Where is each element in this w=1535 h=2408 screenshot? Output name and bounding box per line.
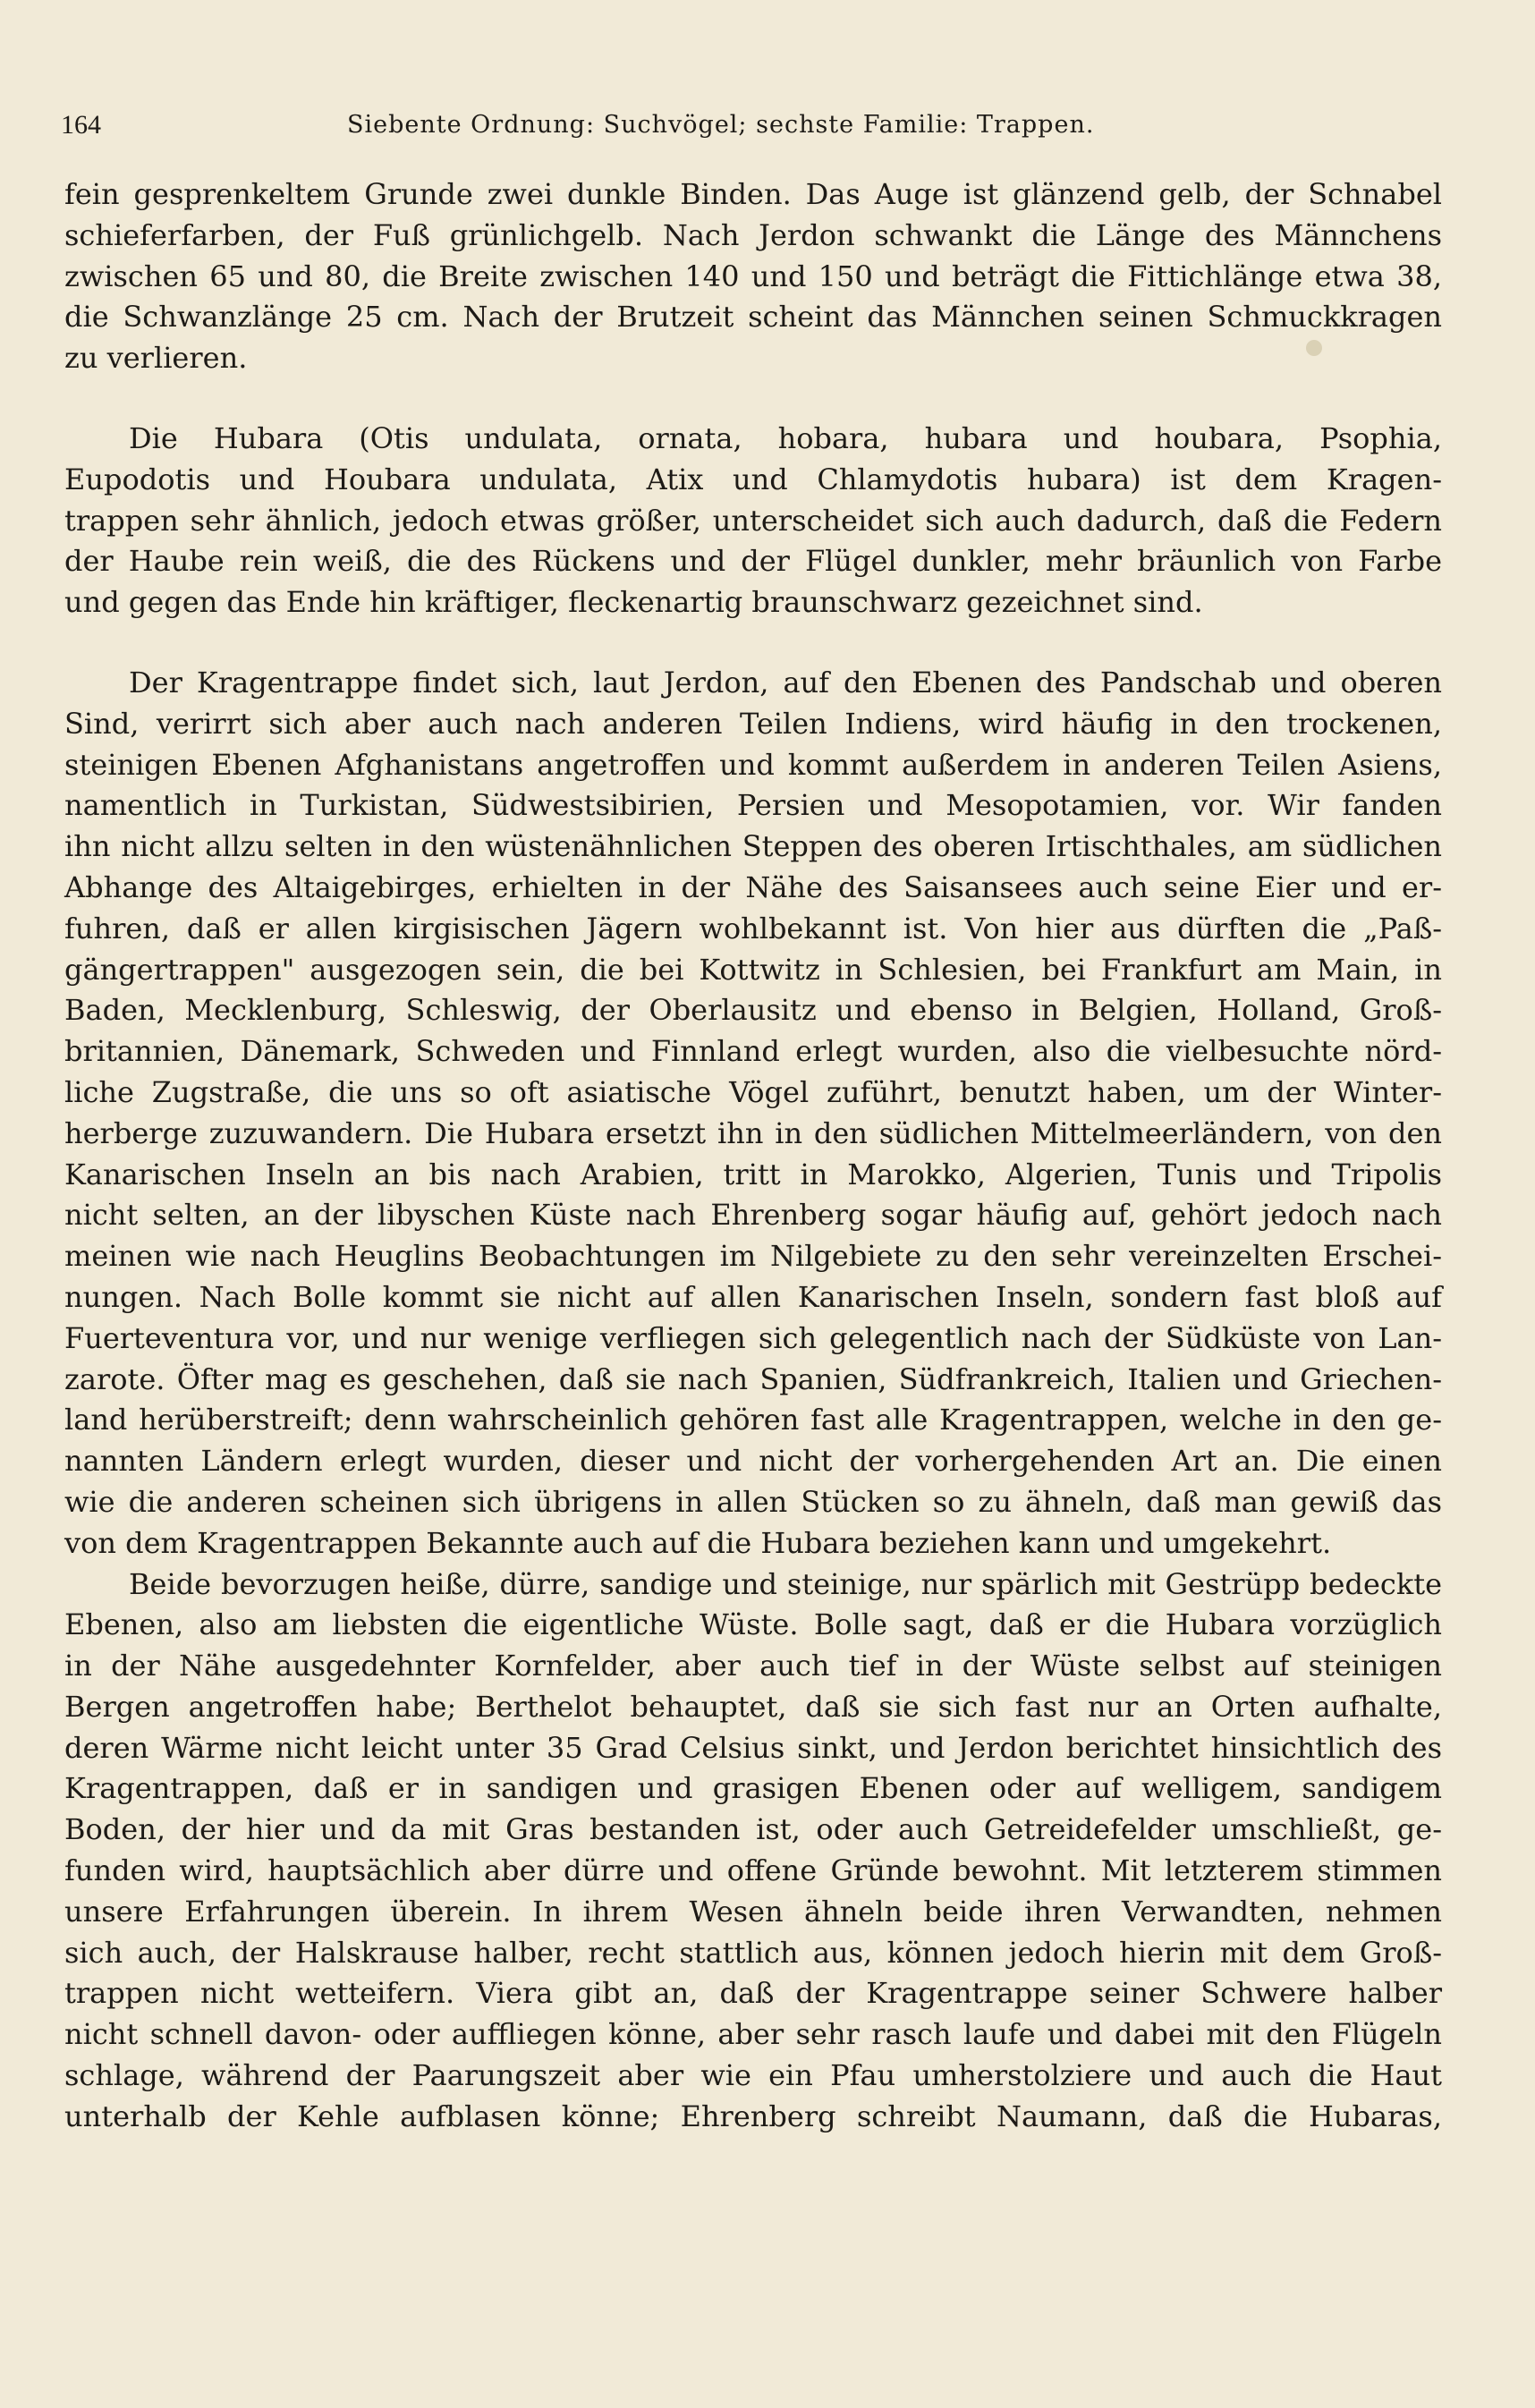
text-line: Ebenen, also am liebsten die eigentliche Wüste. Bolle sagt, daß er die Hubara vorzüglich [64, 1607, 1442, 1642]
text-line: nannten Ländern erlegt wurden, dieser und nicht der vorhergehenden Art an. Die einen [64, 1444, 1442, 1479]
text-line: zu verlieren. [64, 341, 248, 376]
text-line: schlage, während der Paarungszeit aber wie ein Pfau umherstolziere und auch die Haut [64, 2058, 1442, 2093]
text-line: trappen sehr ähnlich, jedoch etwas größer, unterscheidet sich auch dadurch, daß die Federn [64, 503, 1442, 538]
text-line: britannien, Dänemark, Schweden und Finnland erlegt wurden, also die vielbesuchte nörd- [64, 1034, 1442, 1069]
text-line: Beide bevorzugen heiße, dürre, sandige und steinige, nur spärlich mit Gestrüpp bedeckte [129, 1566, 1442, 1601]
text-line: fein gesprenkeltem Grunde zwei dunkle Binden. Das Auge ist glänzend gelb, der Schnabel [64, 177, 1442, 211]
page-number: 164 [61, 110, 101, 140]
text-line: unterhalb der Kehle aufblasen könne; Ehrenberg schreibt Naumann, daß die Hubaras, [64, 2099, 1442, 2133]
text-line: die Schwanzlänge 25 cm. Nach der Brutzeit scheint das Männchen seinen Schmuckkragen [64, 300, 1442, 335]
text-line: zwischen 65 und 80, die Breite zwischen 140 und 150 und beträgt die Fittichlänge etwa 38, [64, 259, 1442, 293]
text-line: gängertrappen" ausgezogen sein, die bei Kottwitz in Schlesien, bei Frankfurt am Main, in [64, 952, 1442, 987]
text-line: nungen. Nach Bolle kommt sie nicht auf allen Kanarischen Inseln, sondern fast bloß auf [64, 1279, 1442, 1314]
paragraph-gap [64, 379, 1442, 419]
text-line: Baden, Mecklenburg, Schleswig, der Oberlausitz und ebenso in Belgien, Holland, Groß- [64, 993, 1442, 1028]
text-line: Kragentrappen, daß er in sandigen und grasigen Ebenen oder auf welligem, sandigem [64, 1771, 1442, 1806]
text-line: deren Wärme nicht leicht unter 35 Grad Celsius sinkt, und Jerdon berichtet hinsichtlich des [64, 1730, 1442, 1765]
text-line: liche Zugstraße, die uns so oft asiatische Vögel zuführt, benutzt haben, um der Winter- [64, 1074, 1442, 1109]
text-line: und gegen das Ende hin kräftiger, fleckenartig braunschwarz gezeichnet sind. [64, 585, 1203, 620]
text-line: funden wird, hauptsächlich aber dürre und offene Gründe bewohnt. Mit letzterem stimmen [64, 1853, 1442, 1888]
text-line: Kanarischen Inseln an bis nach Arabien, tritt in Marokko, Algerien, Tunis und Tripolis [64, 1157, 1442, 1191]
text-line: sich auch, der Halskrause halber, recht stattlich aus, können jedoch hierin mit dem Groß- [64, 1935, 1442, 1970]
text-line: Bergen angetroffen habe; Berthelot behauptet, daß sie sich fast nur an Orten aufhalte, [64, 1689, 1442, 1724]
text-line: von dem Kragentrappen Bekannte auch auf die Hubara beziehen kann und umgekehrt. [64, 1525, 1332, 1560]
text-line: meinen wie nach Heuglins Beobachtungen im Nilgebiete zu den sehr vereinzelten Erschei- [64, 1239, 1442, 1274]
text-line: der Haube rein weiß, die des Rückens und der Flügel dunkler, mehr bräunlich von Farbe [64, 544, 1442, 579]
text-line: Fuerteventura vor, und nur wenige verfliegen sich gelegentlich nach der Südküste von Lan- [64, 1320, 1442, 1355]
paragraph-2 [64, 419, 1442, 623]
text-line: Boden, der hier und da mit Gras bestanden ist, oder auch Getreidefelder umschließt, ge- [64, 1812, 1442, 1847]
page-header [61, 106, 1474, 145]
text-line: schieferfarben, der Fuß grünlichgelb. Nach Jerdon schwankt die Länge des Männchens [64, 217, 1442, 252]
paragraph-gap [64, 623, 1442, 663]
running-title: Siebente Ordnung: Suchvögel; sechste Familie: Trappen. [347, 111, 1095, 139]
text-line: trappen nicht wetteifern. Viera gibt an, daß der Kragentrappe seiner Schwere halber [64, 1976, 1442, 2011]
text-line: ihn nicht allzu selten in den wüstenähnlichen Steppen des oberen Irtischthales, am südlichen [64, 829, 1442, 864]
paragraph-3 [64, 663, 1442, 1564]
page-body [64, 174, 1442, 2138]
text-line: nicht selten, an der libyschen Küste nach Ehrenberg sogar häufig auf, gehört jedoch nach [64, 1198, 1442, 1233]
paragraph-4 [64, 1564, 1442, 2138]
text-line: land herüberstreift; denn wahrscheinlich gehören fast alle Kragentrappen, welche in den ge- [64, 1403, 1442, 1437]
text-line: Sind, verirrt sich aber auch nach anderen Teilen Indiens, wird häufig in den trockenen, [64, 706, 1442, 741]
text-line: zarote. Öfter mag es geschehen, daß sie nach Spanien, Südfrankreich, Italien und Griechen- [64, 1361, 1442, 1396]
text-line: unsere Erfahrungen überein. In ihrem Wesen ähneln beide ihren Verwandten, nehmen [64, 1894, 1442, 1929]
text-line: Abhange des Altaigebirges, erhielten in der Nähe des Saisansees auch seine Eier und er- [64, 869, 1442, 904]
text-line: fuhren, daß er allen kirgisischen Jägern wohlbekannt ist. Von hier aus dürften die „Paß- [64, 911, 1442, 945]
text-line: wie die anderen scheinen sich übrigens in allen Stücken so zu ähneln, daß man gewiß das [64, 1484, 1442, 1519]
paragraph-1 [64, 174, 1442, 379]
text-line: in der Nähe ausgedehnter Kornfelder, aber auch tief in der Wüste selbst auf steinigen [64, 1649, 1442, 1683]
text-line: herberge zuzuwandern. Die Hubara ersetzt ihn in den südlichen Mittelmeerländern, von den [64, 1115, 1442, 1150]
text-line: Der Kragentrappe findet sich, laut Jerdon, auf den Ebenen des Pandschab und oberen [129, 665, 1442, 700]
text-line: steinigen Ebenen Afghanistans angetroffen und kommt außerdem in anderen Teilen Asiens, [64, 747, 1442, 782]
text-line: Die Hubara (Otis undulata, ornata, hobara, hubara und houbara, Psophia, [129, 420, 1442, 455]
text-line: nicht schnell davon- oder auffliegen könne, aber sehr rasch laufe und dabei mit den Flügeln [64, 2017, 1442, 2052]
text-line: namentlich in Turkistan, Südwestsibirien, Persien und Mesopotamien, vor. Wir fanden [64, 788, 1442, 823]
text-line: Eupodotis und Houbara undulata, Atix und Chlamydotis hubara) ist dem Kragen- [64, 462, 1442, 496]
